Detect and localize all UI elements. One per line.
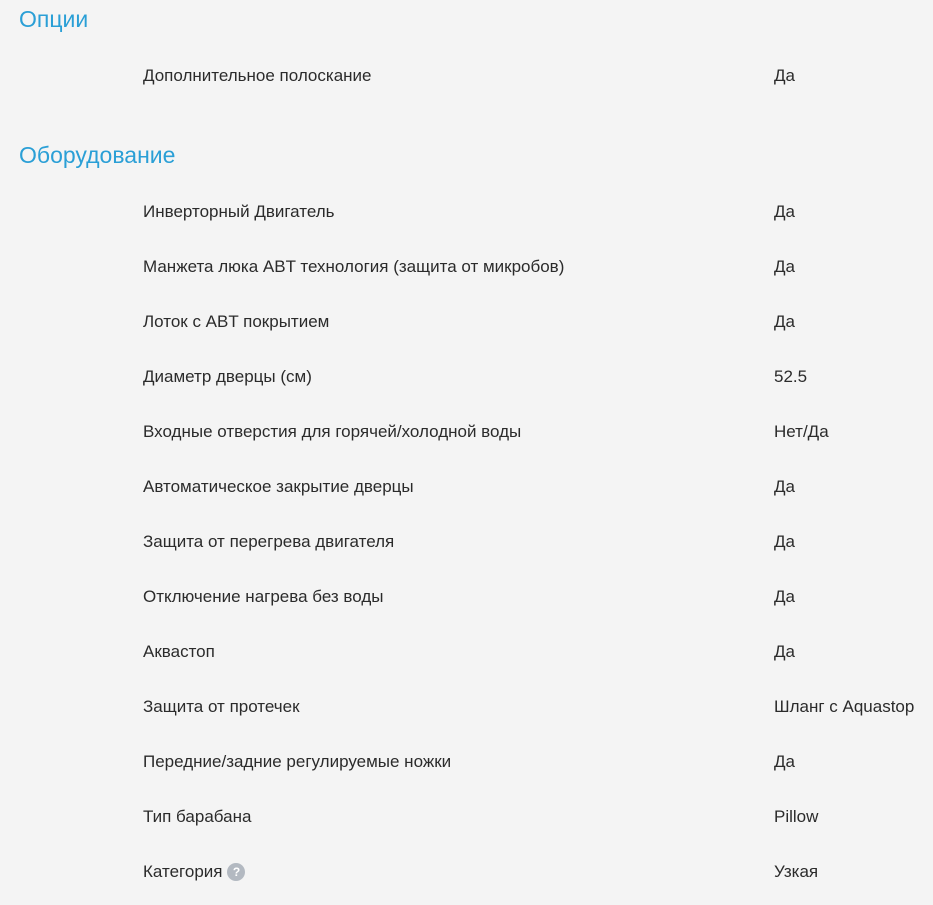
spec-row-aquastop — [0, 637, 933, 667]
spec-label: Диаметр дверцы (см) — [143, 367, 312, 386]
spec-value: Да — [774, 257, 795, 276]
spec-row-door-seal-abt — [0, 252, 933, 282]
section-title-options: Опции — [19, 6, 89, 32]
spec-value: Да — [774, 477, 795, 496]
spec-value: Шланг с Aquastop — [774, 697, 915, 716]
spec-label: Тип барабана — [143, 807, 252, 826]
spec-row-tray-abt — [0, 307, 933, 337]
spec-value: Нет/Да — [774, 422, 829, 441]
spec-label: Автоматическое закрытие дверцы — [143, 477, 414, 496]
spec-label: Лоток с ABT покрытием — [143, 312, 330, 331]
spec-label: Дополнительное полоскание — [143, 66, 372, 85]
spec-label: Передние/задние регулируемые ножки — [143, 752, 452, 771]
spec-value: Да — [774, 587, 795, 606]
spec-label-with-help — [143, 857, 245, 887]
spec-label: Защита от перегрева двигателя — [143, 532, 395, 551]
spec-label: Защита от протечек — [143, 697, 300, 716]
spec-value: Да — [774, 532, 795, 551]
spec-label: Инверторный Двигатель — [143, 202, 335, 221]
spec-value: Узкая — [774, 862, 819, 881]
spec-row-extra-rinse — [0, 61, 933, 91]
spec-row-adjustable-feet — [0, 747, 933, 777]
section-title-equipment: Оборудование — [19, 142, 176, 168]
spec-label: Отключение нагрева без воды — [143, 587, 384, 606]
spec-label: Аквастоп — [143, 642, 215, 661]
spec-value: Да — [774, 642, 795, 661]
spec-row-door-diameter — [0, 362, 933, 392]
spec-label: Категория — [143, 862, 223, 881]
spec-row-leak-protection — [0, 692, 933, 722]
spec-value: Да — [774, 312, 795, 331]
spec-label: Манжета люка ABT технология (защита от микробов) — [143, 257, 565, 276]
spec-row-heating-cutoff — [0, 582, 933, 612]
spec-value: Да — [774, 66, 795, 85]
spec-row-category — [0, 857, 933, 887]
spec-row-drum-type — [0, 802, 933, 832]
spec-value: 52.5 — [774, 367, 808, 386]
spec-row-motor-overheat — [0, 527, 933, 557]
spec-value: Pillow — [774, 807, 819, 826]
spec-label: Входные отверстия для горячей/холодной воды — [143, 422, 522, 441]
spec-row-water-inlets — [0, 417, 933, 447]
spec-row-inverter-motor — [0, 197, 933, 227]
spec-value: Да — [774, 202, 795, 221]
spec-value: Да — [774, 752, 795, 771]
spec-row-auto-door-close — [0, 472, 933, 502]
question-circle-icon[interactable]: ? — [227, 863, 245, 881]
